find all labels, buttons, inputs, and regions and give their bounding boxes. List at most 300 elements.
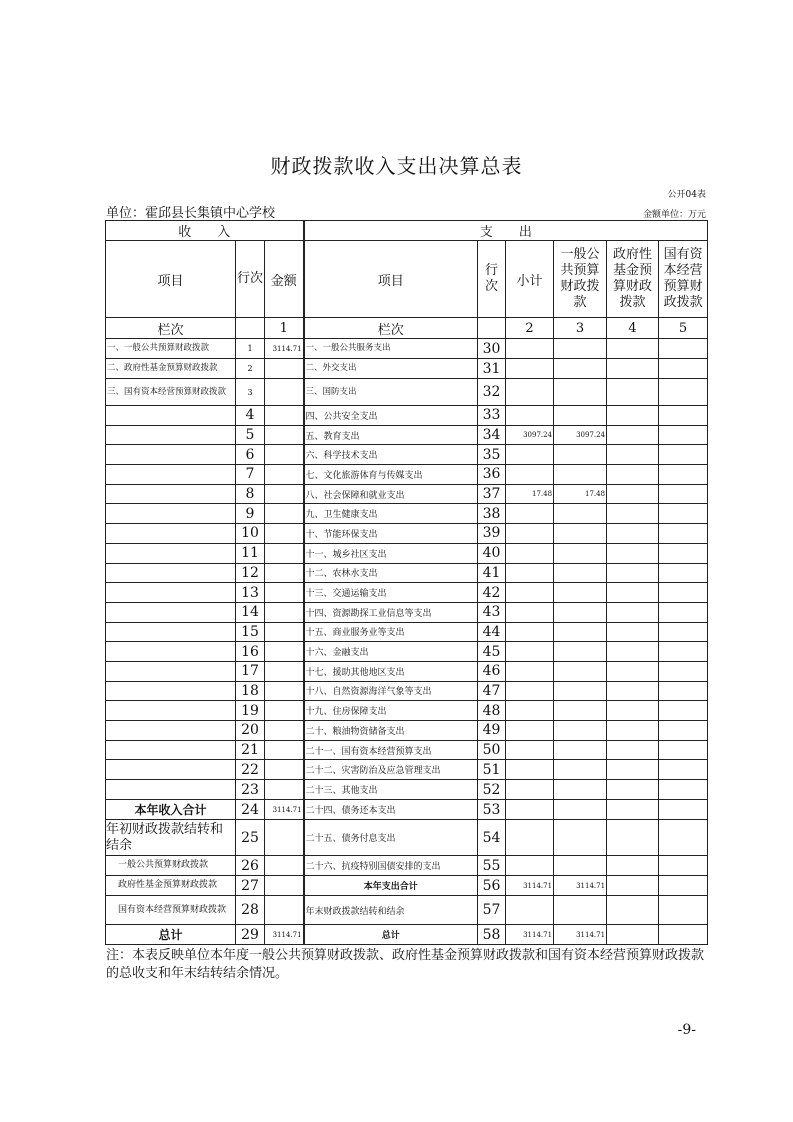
col-5-label: 5 — [659, 318, 708, 339]
subtotal-value — [506, 896, 554, 925]
expense-line-number: 43 — [478, 602, 506, 622]
expense-item: 三、国防支出 — [304, 379, 478, 406]
table-row — [106, 543, 708, 563]
expense-item: 十六、金融支出 — [304, 642, 478, 662]
amount-unit: 金额单位：万元 — [642, 210, 706, 220]
general-budget-value: 3114.71 — [554, 876, 607, 896]
expense-item: 二十三、其他支出 — [304, 780, 478, 800]
col-3-label: 3 — [554, 318, 607, 339]
expense-item: 十四、资源勘探工业信息等支出 — [304, 602, 478, 622]
expense-column-label: 栏次 — [304, 318, 478, 339]
subtotal-value — [506, 445, 554, 465]
expense-item: 二、外交支出 — [304, 359, 478, 379]
income-line-number: 14 — [236, 602, 265, 622]
state-capital-value — [659, 445, 708, 465]
income-amount — [265, 406, 304, 426]
gov-fund-value — [607, 622, 659, 642]
table-row — [106, 359, 708, 379]
income-line-number: 17 — [236, 661, 265, 681]
subtotal-value — [506, 760, 554, 780]
expense-item: 九、卫生健康支出 — [304, 504, 478, 524]
table-row — [106, 876, 708, 896]
gov-fund-value — [607, 800, 659, 820]
expense-line-number: 58 — [478, 925, 506, 945]
income-column-label: 栏次 — [106, 318, 236, 339]
general-budget-value — [554, 622, 607, 642]
subtotal-value — [506, 701, 554, 721]
expense-item: 十二、农林水支出 — [304, 563, 478, 583]
expense-line-number: 39 — [478, 524, 506, 544]
income-line-number: 9 — [236, 504, 265, 524]
income-line-number: 22 — [236, 760, 265, 780]
subtotal-value: 17.48 — [506, 484, 554, 504]
subtotal-value — [506, 359, 554, 379]
state-capital-value — [659, 740, 708, 760]
income-line-number: 6 — [236, 445, 265, 465]
state-capital-value — [659, 524, 708, 544]
gov-fund-value — [607, 681, 659, 701]
table-row — [106, 800, 708, 820]
income-amount — [265, 856, 304, 876]
income-line-number: 27 — [236, 876, 265, 896]
subtotal-value — [506, 563, 554, 583]
subtotal-value — [506, 820, 554, 856]
table-row — [106, 465, 708, 485]
gov-fund-value — [607, 379, 659, 406]
expense-item: 十、节能环保支出 — [304, 524, 478, 544]
gov-fund-value — [607, 445, 659, 465]
expense-line-number: 30 — [478, 339, 506, 359]
expense-item: 二十六、抗疫特别国债安排的支出 — [304, 856, 478, 876]
general-budget-value — [554, 406, 607, 426]
table-row — [106, 681, 708, 701]
gov-fund-value — [607, 583, 659, 603]
general-budget-value — [554, 701, 607, 721]
expense-item: 七、文化旅游体育与传媒支出 — [304, 465, 478, 485]
income-item — [106, 740, 236, 760]
income-amount — [265, 425, 304, 445]
income-amount: 3114.71 — [265, 339, 304, 359]
general-budget-value — [554, 820, 607, 856]
general-budget-value — [554, 524, 607, 544]
income-amount — [265, 524, 304, 544]
income-line-number: 2 — [236, 359, 265, 379]
expense-line-number: 34 — [478, 425, 506, 445]
income-item — [106, 504, 236, 524]
unit-name: 单位：霍邱县长集镇中心学校 — [106, 206, 276, 221]
table-row — [106, 563, 708, 583]
expense-item: 一、一般公共服务支出 — [304, 339, 478, 359]
state-capital-value — [659, 425, 708, 445]
state-capital-value — [659, 504, 708, 524]
subtotal-value — [506, 622, 554, 642]
state-capital-value — [659, 876, 708, 896]
expense-item: 八、社会保障和就业支出 — [304, 484, 478, 504]
expense-item: 总计 — [304, 925, 478, 945]
income-amount — [265, 359, 304, 379]
state-capital-value — [659, 642, 708, 662]
gov-fund-value — [607, 760, 659, 780]
subtotal-value — [506, 406, 554, 426]
general-budget-value — [554, 661, 607, 681]
income-amount — [265, 780, 304, 800]
income-line-number: 25 — [236, 820, 265, 856]
gov-fund-value — [607, 504, 659, 524]
income-item — [106, 425, 236, 445]
income-amount — [265, 876, 304, 896]
col-1-label: 1 — [265, 318, 304, 339]
table-row — [106, 661, 708, 681]
expense-line-number: 49 — [478, 721, 506, 741]
general-budget-value — [554, 602, 607, 622]
income-item: 一般公共预算财政拨款 — [106, 856, 236, 876]
col-4-label: 4 — [607, 318, 659, 339]
expense-item: 二十一、国有资本经营预算支出 — [304, 740, 478, 760]
table-row — [106, 760, 708, 780]
expense-item-header: 项目 — [304, 241, 478, 318]
col-2-label: 2 — [506, 318, 554, 339]
income-line-number: 4 — [236, 406, 265, 426]
general-budget-value — [554, 445, 607, 465]
income-line-number: 15 — [236, 622, 265, 642]
income-item — [106, 681, 236, 701]
state-capital-value — [659, 760, 708, 780]
expense-item: 十七、援助其他地区支出 — [304, 661, 478, 681]
expense-line-number: 50 — [478, 740, 506, 760]
income-item — [106, 602, 236, 622]
expense-line-number: 38 — [478, 504, 506, 524]
expense-line-number: 56 — [478, 876, 506, 896]
income-line-number: 23 — [236, 780, 265, 800]
table-row — [106, 339, 708, 359]
income-amount — [265, 484, 304, 504]
general-budget-value — [554, 760, 607, 780]
subtotal-value — [506, 379, 554, 406]
income-amount: 3114.71 — [265, 925, 304, 945]
table-row — [106, 740, 708, 760]
income-amount — [265, 583, 304, 603]
income-item — [106, 622, 236, 642]
subtotal-value — [506, 740, 554, 760]
state-capital-value — [659, 379, 708, 406]
subtotal-value — [506, 465, 554, 485]
state-capital-value — [659, 359, 708, 379]
general-budget-value — [554, 583, 607, 603]
income-item — [106, 543, 236, 563]
expense-item: 年末财政拨款结转和结余 — [304, 896, 478, 925]
table-row — [106, 642, 708, 662]
income-item: 一、一般公共预算财政拨款 — [106, 339, 236, 359]
income-line-number: 21 — [236, 740, 265, 760]
income-amount — [265, 820, 304, 856]
general-budget-header: 一般公共预算财政拨款 — [554, 241, 607, 318]
expense-line-number: 44 — [478, 622, 506, 642]
income-amount — [265, 721, 304, 741]
expense-line-number: 57 — [478, 896, 506, 925]
gov-fund-value — [607, 876, 659, 896]
income-amount — [265, 740, 304, 760]
state-capital-value — [659, 661, 708, 681]
subtotal-value — [506, 780, 554, 800]
expense-line-number: 51 — [478, 760, 506, 780]
expense-line-number: 31 — [478, 359, 506, 379]
expense-item: 二十五、债务付息支出 — [304, 820, 478, 856]
expense-line-number: 52 — [478, 780, 506, 800]
expense-item: 五、教育支出 — [304, 425, 478, 445]
general-budget-value — [554, 681, 607, 701]
income-amount — [265, 379, 304, 406]
empty-cell — [236, 318, 265, 339]
expense-line-number: 42 — [478, 583, 506, 603]
state-capital-value — [659, 484, 708, 504]
table-row — [106, 780, 708, 800]
income-item: 年初财政拨款结转和结余 — [106, 820, 236, 856]
table-row — [106, 856, 708, 876]
general-budget-value — [554, 780, 607, 800]
gov-fund-header: 政府性基金预算财政拨款 — [607, 241, 659, 318]
expense-line-number: 55 — [478, 856, 506, 876]
expense-item: 二十、粮油物资储备支出 — [304, 721, 478, 741]
expense-item: 四、公共安全支出 — [304, 406, 478, 426]
income-item — [106, 780, 236, 800]
expense-item: 六、科学技术支出 — [304, 445, 478, 465]
subtotal-value: 3097.24 — [506, 425, 554, 445]
general-budget-value — [554, 721, 607, 741]
table-row — [106, 524, 708, 544]
table-row — [106, 504, 708, 524]
gov-fund-value — [607, 339, 659, 359]
page-number: -9- — [677, 1022, 696, 1038]
state-capital-value — [659, 622, 708, 642]
table-row — [106, 583, 708, 603]
state-capital-value — [659, 701, 708, 721]
gov-fund-value — [607, 896, 659, 925]
gov-fund-value — [607, 524, 659, 544]
general-budget-value — [554, 856, 607, 876]
income-amount — [265, 504, 304, 524]
expense-line-number: 47 — [478, 681, 506, 701]
income-header: 收 入 — [106, 221, 304, 241]
income-item: 本年收入合计 — [106, 800, 236, 820]
income-amount — [265, 896, 304, 925]
income-amount — [265, 622, 304, 642]
income-line-number: 19 — [236, 701, 265, 721]
gov-fund-value — [607, 856, 659, 876]
state-capital-value — [659, 339, 708, 359]
expense-item: 十三、交通运输支出 — [304, 583, 478, 603]
subtotal-value — [506, 602, 554, 622]
table-row — [106, 820, 708, 856]
subtotal-value: 3114.71 — [506, 876, 554, 896]
expense-item: 十九、住房保障支出 — [304, 701, 478, 721]
page-title: 财政拨款收入支出决算总表 — [270, 154, 523, 178]
gov-fund-value — [607, 740, 659, 760]
income-item: 国有资本经营预算财政拨款 — [106, 896, 236, 925]
general-budget-value — [554, 896, 607, 925]
income-amount — [265, 445, 304, 465]
income-item — [106, 760, 236, 780]
subtotal-value — [506, 642, 554, 662]
income-item — [106, 406, 236, 426]
subtotal-header: 小计 — [506, 241, 554, 318]
general-budget-value — [554, 642, 607, 662]
income-line-number: 20 — [236, 721, 265, 741]
general-budget-value — [554, 543, 607, 563]
expense-line-header: 行次 — [478, 241, 506, 318]
expense-line-number: 45 — [478, 642, 506, 662]
gov-fund-value — [607, 465, 659, 485]
state-capital-value — [659, 925, 708, 945]
income-item — [106, 484, 236, 504]
income-line-number: 5 — [236, 425, 265, 445]
expense-line-number: 35 — [478, 445, 506, 465]
income-amount-header: 金额 — [265, 241, 304, 318]
income-line-number: 1 — [236, 339, 265, 359]
table-row — [106, 925, 708, 945]
income-item: 二、政府性基金预算财政拨款 — [106, 359, 236, 379]
table-row — [106, 425, 708, 445]
income-amount — [265, 602, 304, 622]
form-number: 公开04表 — [667, 190, 706, 200]
subtotal-value — [506, 681, 554, 701]
income-item-header: 项目 — [106, 241, 236, 318]
expense-line-number: 33 — [478, 406, 506, 426]
state-capital-value — [659, 543, 708, 563]
general-budget-value — [554, 465, 607, 485]
income-line-number: 8 — [236, 484, 265, 504]
gov-fund-value — [607, 543, 659, 563]
expense-item: 十五、商业服务业等支出 — [304, 622, 478, 642]
income-amount — [265, 760, 304, 780]
income-amount — [265, 543, 304, 563]
gov-fund-value — [607, 721, 659, 741]
income-amount — [265, 661, 304, 681]
income-line-number: 13 — [236, 583, 265, 603]
table-row — [106, 484, 708, 504]
income-line-header: 行次 — [236, 241, 265, 318]
gov-fund-value — [607, 661, 659, 681]
expense-line-number: 37 — [478, 484, 506, 504]
general-budget-value — [554, 563, 607, 583]
gov-fund-value — [607, 484, 659, 504]
state-capital-value — [659, 681, 708, 701]
subtotal-value — [506, 504, 554, 524]
state-capital-value — [659, 721, 708, 741]
subtotal-value — [506, 543, 554, 563]
income-item — [106, 524, 236, 544]
gov-fund-value — [607, 425, 659, 445]
income-item — [106, 465, 236, 485]
expense-item: 十一、城乡社区支出 — [304, 543, 478, 563]
gov-fund-value — [607, 602, 659, 622]
table-row — [106, 701, 708, 721]
income-amount — [265, 701, 304, 721]
income-line-number: 24 — [236, 800, 265, 820]
expense-item: 本年支出合计 — [304, 876, 478, 896]
general-budget-value — [554, 379, 607, 406]
income-item — [106, 563, 236, 583]
table-row — [106, 896, 708, 925]
state-capital-value — [659, 800, 708, 820]
income-line-number: 18 — [236, 681, 265, 701]
expense-line-number: 54 — [478, 820, 506, 856]
subtotal-value — [506, 856, 554, 876]
state-capital-value — [659, 820, 708, 856]
state-capital-value — [659, 856, 708, 876]
state-capital-header: 国有资本经营预算财政拨款 — [659, 241, 708, 318]
income-line-number: 3 — [236, 379, 265, 406]
gov-fund-value — [607, 406, 659, 426]
income-item — [106, 661, 236, 681]
general-budget-value: 3097.24 — [554, 425, 607, 445]
income-line-number: 11 — [236, 543, 265, 563]
subtotal-value — [506, 721, 554, 741]
general-budget-value — [554, 359, 607, 379]
gov-fund-value — [607, 642, 659, 662]
general-budget-value — [554, 504, 607, 524]
income-line-number: 26 — [236, 856, 265, 876]
general-budget-value — [554, 339, 607, 359]
table-row — [106, 721, 708, 741]
income-line-number: 10 — [236, 524, 265, 544]
income-item — [106, 445, 236, 465]
income-item: 政府性基金预算财政拨款 — [106, 876, 236, 896]
expense-item: 十八、自然资源海洋气象等支出 — [304, 681, 478, 701]
expense-line-number: 41 — [478, 563, 506, 583]
expense-item: 二十二、灾害防治及应急管理支出 — [304, 760, 478, 780]
gov-fund-value — [607, 780, 659, 800]
state-capital-value — [659, 406, 708, 426]
gov-fund-value — [607, 701, 659, 721]
income-item — [106, 701, 236, 721]
state-capital-value — [659, 465, 708, 485]
table-note: 注：本表反映单位本年度一般公共预算财政拨款、政府性基金预算财政拨款和国有资本经营预算财政拨款的总收支和年末结转结余情况。 — [106, 948, 705, 981]
table-row — [106, 622, 708, 642]
income-line-number: 28 — [236, 896, 265, 925]
expense-item: 二十四、债务还本支出 — [304, 800, 478, 820]
subtotal-value — [506, 524, 554, 544]
subtotal-value — [506, 583, 554, 603]
income-item: 三、国有资本经营预算财政拨款 — [106, 379, 236, 406]
expense-line-number: 36 — [478, 465, 506, 485]
income-line-number: 12 — [236, 563, 265, 583]
expense-line-number: 48 — [478, 701, 506, 721]
expense-line-number: 32 — [478, 379, 506, 406]
income-amount — [265, 681, 304, 701]
state-capital-value — [659, 583, 708, 603]
general-budget-value — [554, 740, 607, 760]
table-row — [106, 602, 708, 622]
general-budget-value: 3114.71 — [554, 925, 607, 945]
subtotal-value — [506, 800, 554, 820]
table-row — [106, 406, 708, 426]
expense-line-number: 46 — [478, 661, 506, 681]
state-capital-value — [659, 602, 708, 622]
income-amount — [265, 642, 304, 662]
subtotal-value — [506, 339, 554, 359]
gov-fund-value — [607, 563, 659, 583]
income-line-number: 29 — [236, 925, 265, 945]
general-budget-value — [554, 800, 607, 820]
empty-cell — [478, 318, 506, 339]
state-capital-value — [659, 780, 708, 800]
income-amount: 3114.71 — [265, 800, 304, 820]
state-capital-value — [659, 563, 708, 583]
income-amount — [265, 563, 304, 583]
income-line-number: 7 — [236, 465, 265, 485]
expense-line-number: 40 — [478, 543, 506, 563]
subtotal-value — [506, 661, 554, 681]
